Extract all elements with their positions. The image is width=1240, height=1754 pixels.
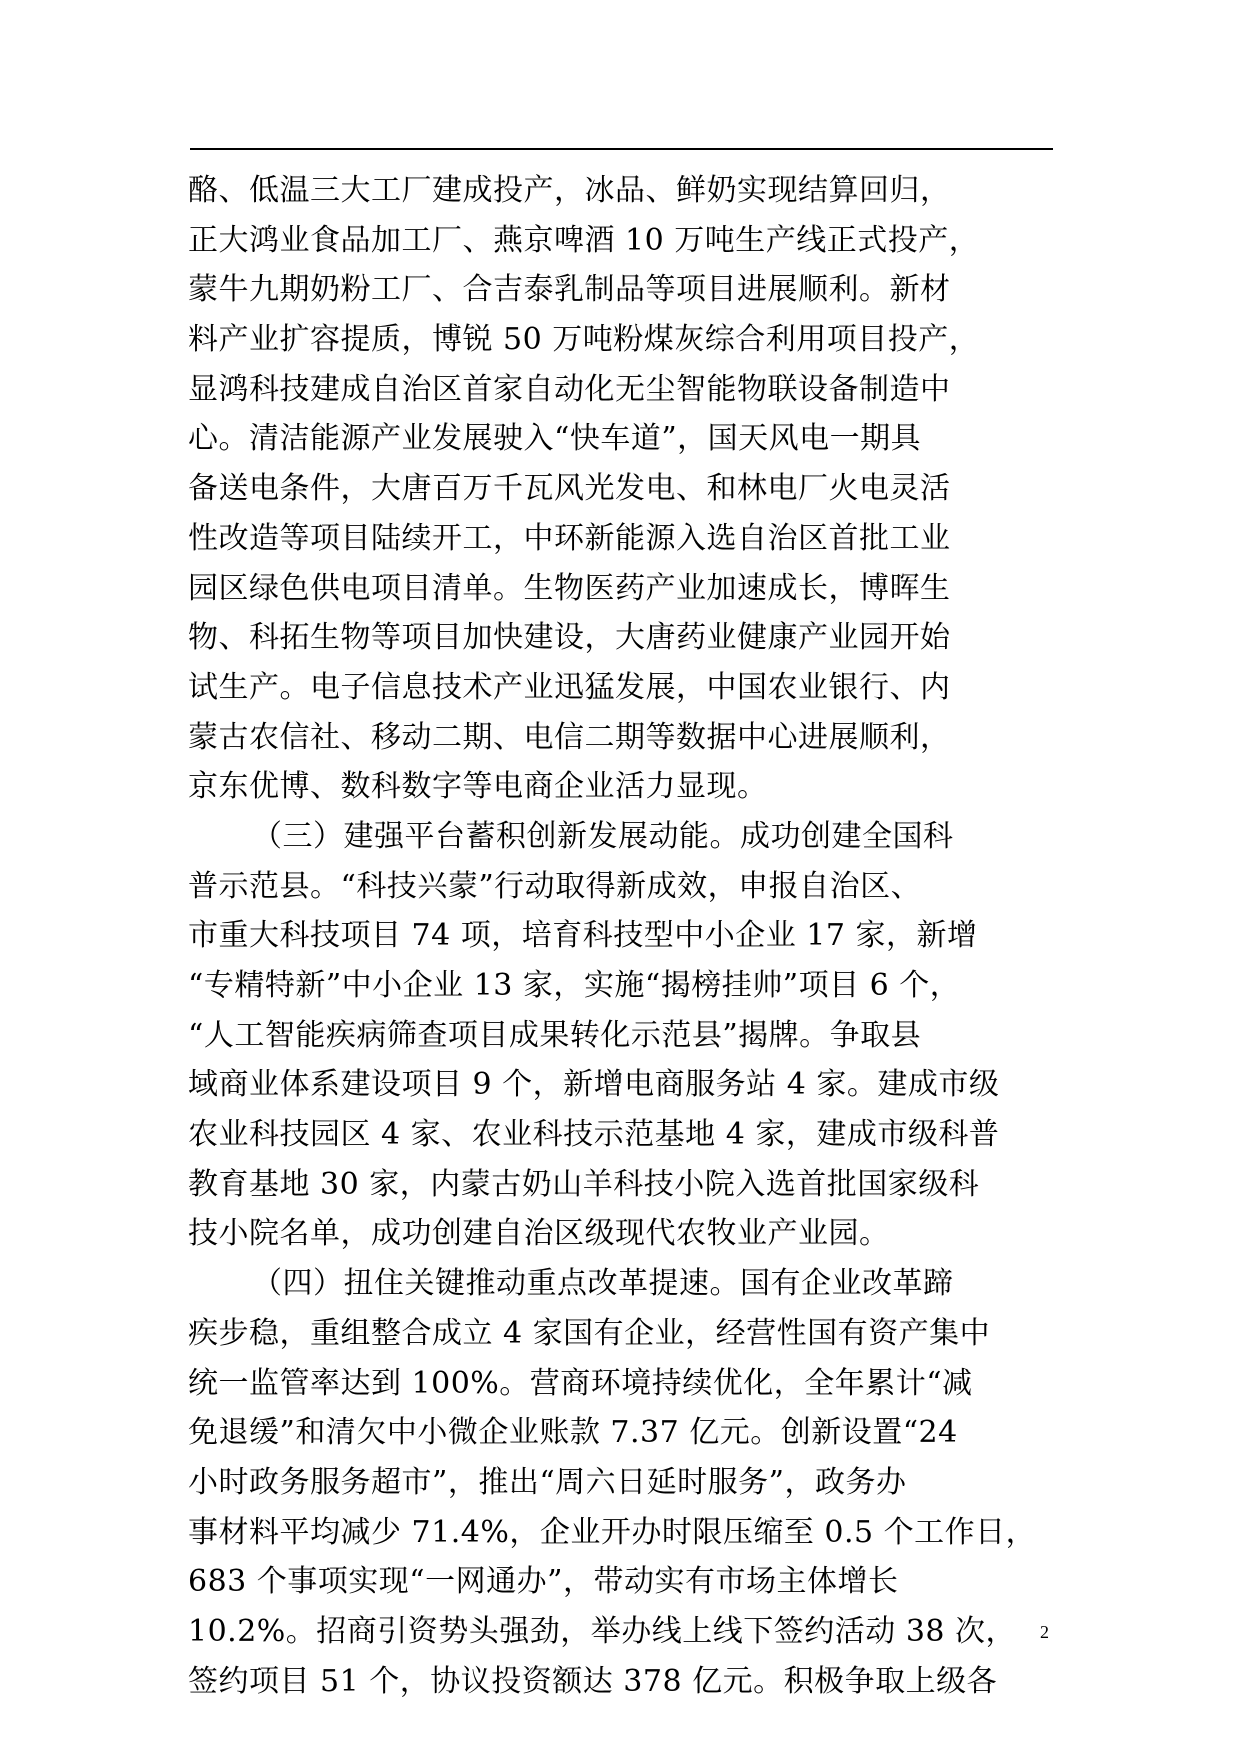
text-line: 疾步稳，重组整合成立 4 家国有企业，经营性国有资产集中 — [188, 1315, 991, 1351]
text-line: 心。清洁能源产业发展驶入“快车道”，国天风电一期具 — [188, 421, 922, 457]
text-line: 683 个事项实现“一网通办”，带动实有市场主体增长 — [188, 1564, 899, 1600]
text-line: “专精特新”中小企业 13 家，实施“揭榜挂帅”项目 6 个， — [188, 968, 961, 1003]
text-line: 园区绿色供电项目清单。生物医药产业加速成长，博晖生 — [188, 570, 951, 606]
text-line: 农业科技园区 4 家、农业科技示范基地 4 家，建成市级科普 — [188, 1117, 1000, 1153]
text-line: 市重大科技项目 74 项，培育科技型中小企业 17 家，新增 — [188, 918, 978, 954]
header-rule — [190, 148, 1053, 150]
text-line: 蒙牛九期奶粉工厂、合吉泰乳制品等项目进展顺利。新材 — [188, 272, 951, 308]
text-line: 教育基地 30 家，内蒙古奶山羊科技小院入选首批国家级科 — [188, 1166, 980, 1202]
text-line: 技小院名单，成功创建自治区级现代农牧业产业园。 — [188, 1216, 890, 1252]
page-number: 2 — [1040, 1622, 1049, 1642]
text-line: 试生产。电子信息技术产业迅猛发展，中国农业银行、内 — [188, 669, 951, 705]
text-line: 10.2%。招商引资势头强劲，举办线上线下签约活动 38 次， — [188, 1613, 1017, 1649]
text-line: 显鸿科技建成自治区首家自动化无尘智能物联设备制造中 — [188, 371, 951, 407]
text-line: 域商业体系建设项目 9 个，新增电商服务站 4 家。建成市级 — [188, 1067, 1000, 1103]
text-line: “人工智能疾病筛查项目成果转化示范县”揭牌。争取县 — [188, 1017, 922, 1053]
text-line: 料产业扩容提质，博锐 50 万吨粉煤灰综合利用项目投产， — [188, 322, 980, 358]
text-line: 免退缓”和清欠中小微企业账款 7.37 亿元。创新设置“24 — [188, 1415, 958, 1451]
text-line: 京东优博、数科数字等电商企业活力显现。 — [188, 769, 768, 805]
text-line: 事材料平均减少 71.4%，企业开办时限压缩至 0.5 个工作日， — [188, 1514, 1037, 1550]
text-line: 小时政务服务超市”，推出“周六日延时服务”，政务办 — [188, 1464, 907, 1500]
text-line: 备送电条件，大唐百万千瓦风光发电、和林电厂火电灵活 — [188, 471, 951, 507]
section-heading-line: （三）建强平台蓄积创新发展动能。成功创建全国科 — [252, 818, 954, 854]
text-line: 统一监管率达到 100%。营商环境持续优化，全年累计“减 — [188, 1365, 973, 1401]
text-line: 酪、低温三大工厂建成投产，冰品、鲜奶实现结算回归， — [188, 173, 951, 208]
document-body — [188, 166, 1054, 1706]
text-line: 性改造等项目陆续开工，中环新能源入选自治区首批工业 — [188, 520, 951, 556]
text-line: 物、科拓生物等项目加快建设，大唐药业健康产业园开始 — [188, 620, 951, 656]
text-line: 蒙古农信社、移动二期、电信二期等数据中心进展顺利， — [188, 719, 951, 755]
text-line: 签约项目 51 个，协议投资额达 378 亿元。积极争取上级各 — [188, 1663, 998, 1699]
text-line: 普示范县。“科技兴蒙”行动取得新成效，申报自治区、 — [188, 868, 922, 904]
text-line: 正大鸿业食品加工厂、燕京啤酒 10 万吨生产线正式投产， — [188, 222, 980, 258]
section-heading-line: （四）扭住关键推动重点改革提速。国有企业改革蹄 — [252, 1266, 954, 1302]
